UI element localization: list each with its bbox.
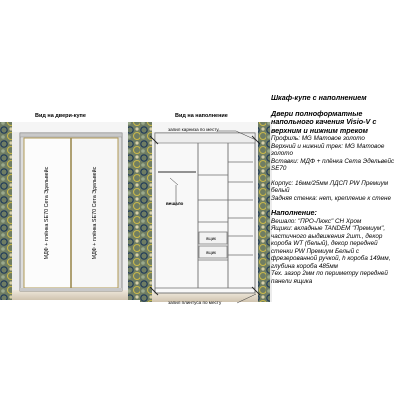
drawer-label-2: ящик [206, 250, 216, 255]
specification-panel [271, 94, 400, 285]
door-left-insert-label: МДФ + плёнка SE70 Сета Эдельвейс [44, 166, 50, 260]
spec-profile: Профиль: MG Матовое золото [271, 135, 365, 142]
spec-doors-heading: Двери полноформатные напольного качения Visio-V с верхним и нижним треком [271, 108, 377, 135]
cornice-annotation: запил карниза по месту [168, 127, 219, 132]
spec-drawers: Ящики: вкладные TANDEM "Премиум", частичного выдвижения 2шт., декор короба WT (белый), декор передней стенки PW Премиум Белый с фрезерованной ручкой, h короба 149мм, глубина короба 485мм [271, 225, 391, 270]
spec-gap: Тех. зазор 2мм по периметру передней панели ящика [271, 270, 388, 285]
filling-view-label: Вид на наполнение [175, 113, 228, 119]
spec-body: Корпус: 16мм/25мм ЛДСП PW Премиум белый [271, 179, 389, 194]
doors-view-label: Вид на двери-купе [35, 113, 86, 119]
door-right-insert-label: МДФ + плёнка SE70 Сета Эдельвейс [92, 166, 98, 260]
plinth-annotation: запил плинтуса по месту [168, 300, 222, 305]
spec-track: Верхний и нижний трек: MG Матовое золото [271, 142, 385, 157]
hanger-annotation: вешало [166, 201, 184, 206]
spec-inserts: Вставки: МДФ + плёнка Сета Эдельвейс SE70 [271, 157, 395, 172]
spec-back: Задняя стенка: нет, крепление к стене [271, 194, 391, 202]
filling-view [140, 122, 272, 303]
spec-title: Шкаф-купе с наполнением [271, 93, 367, 102]
spec-hanger: Вешало: "ПРО-Люкс" СН Хром [271, 217, 362, 225]
drawer-label-1: ящик [206, 236, 216, 241]
doors-view [0, 122, 140, 300]
spec-filling-heading: Наполнение: [271, 208, 317, 217]
